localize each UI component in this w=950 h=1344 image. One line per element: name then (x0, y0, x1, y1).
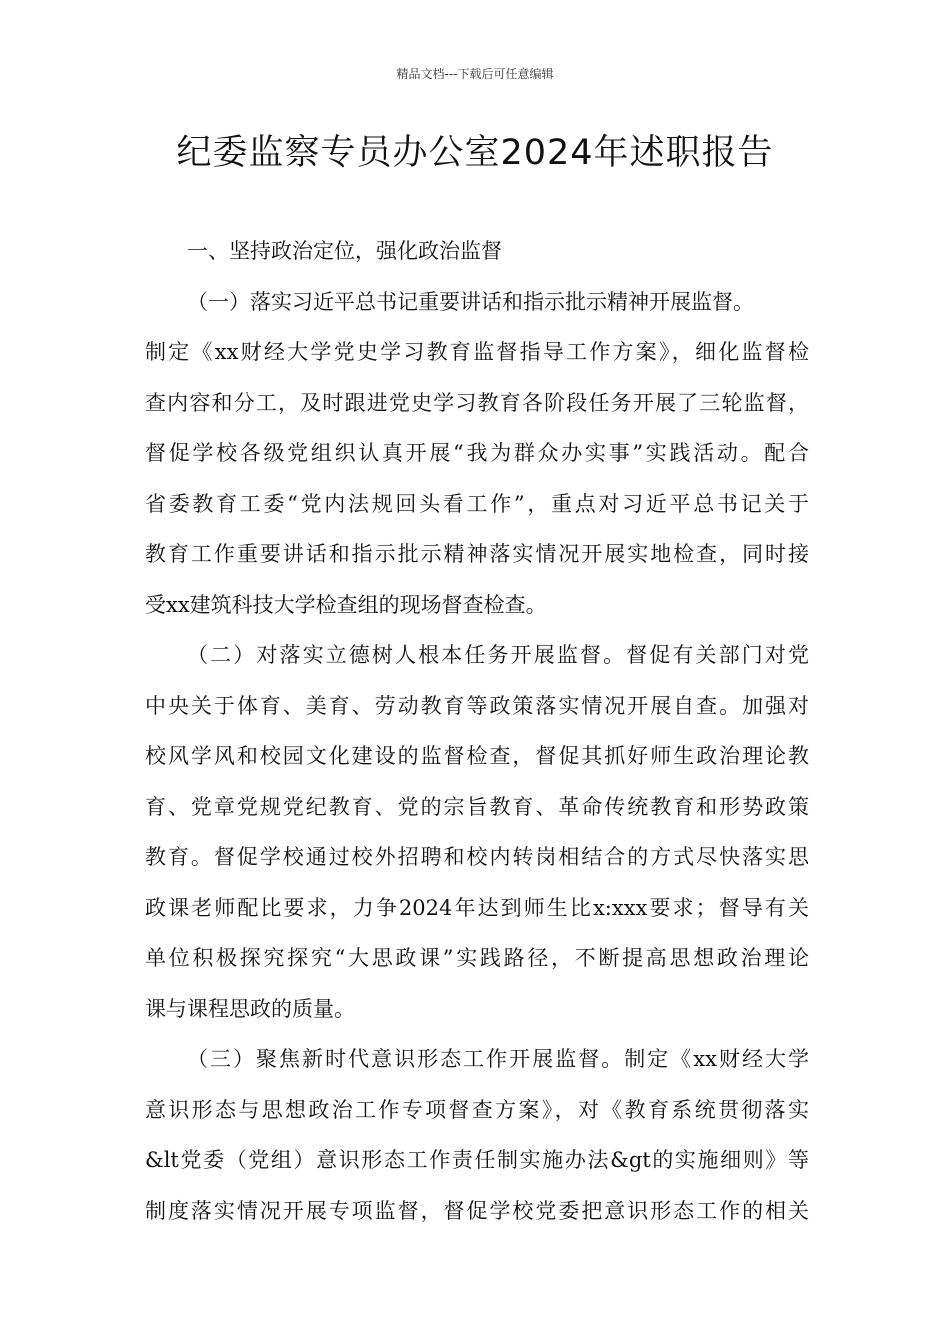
document-title: 纪委监察专员办公室2024年述职报告 (176, 133, 774, 173)
section-heading: 一、坚持政治定位，强化政治监督 (187, 239, 502, 263)
body-line: 课与课程思政的质量。 (145, 996, 355, 1021)
document-body (145, 226, 809, 1236)
body-line: 制度落实情况开展专项监督，督促学校党委把意识形态工作的相关 (145, 1198, 809, 1223)
body-line: （三）聚焦新时代意识形态工作开展监督。制定《xx财经大学 (187, 1047, 809, 1071)
body-line: 育、党章党规党纪教育、党的宗旨教育、革命传统教育和形势政策 (145, 794, 809, 819)
body-line: 单位积极探究探究“大思政课”实践路径，不断提高思想政治理论 (145, 946, 809, 970)
body-line: 校风学风和校园文化建设的监督检查，督促其抓好师生政治理论教 (145, 744, 809, 768)
body-line: &lt党委（党组）意识形态工作责任制实施办法&gt的实施细则》等 (145, 1148, 809, 1172)
body-line: 教育工作重要讲话和指示批示精神落实情况开展实地检查，同时接 (145, 542, 809, 566)
body-line: （二）对落实立德树人根本任务开展监督。督促有关部门对党 (187, 643, 809, 667)
body-line: 中央关于体育、美育、劳动教育等政策落实情况开展自查。加强对 (145, 693, 809, 718)
header-note: 精品文档---下载后可任意编辑 (396, 67, 554, 81)
body-line: 政课老师配比要求，力争2024年达到师生比x:xxx要求；督导有关 (145, 895, 809, 920)
body-line: 督促学校各级党组织认真开展“我为群众办实事”实践活动。配合 (145, 441, 809, 465)
body-line: 教育。督促学校通过校外招聘和校内转岗相结合的方式尽快落实思 (145, 845, 809, 869)
body-line: 制定《xx财经大学党史学习教育监督指导工作方案》，细化监督检 (145, 340, 809, 364)
body-line: （一）落实习近平总书记重要讲话和指示批示精神开展监督。 (187, 289, 754, 314)
body-line: 意识形态与思想政治工作专项督查方案》，对《教育系统贯彻落实 (145, 1097, 809, 1122)
body-line: 省委教育工委“党内法规回头看工作”，重点对习近平总书记关于 (145, 491, 809, 516)
body-line: 查内容和分工，及时跟进党史学习教育各阶段任务开展了三轮监督， (145, 390, 809, 415)
body-line: 受xx建筑科技大学检查组的现场督查检查。 (145, 592, 547, 617)
